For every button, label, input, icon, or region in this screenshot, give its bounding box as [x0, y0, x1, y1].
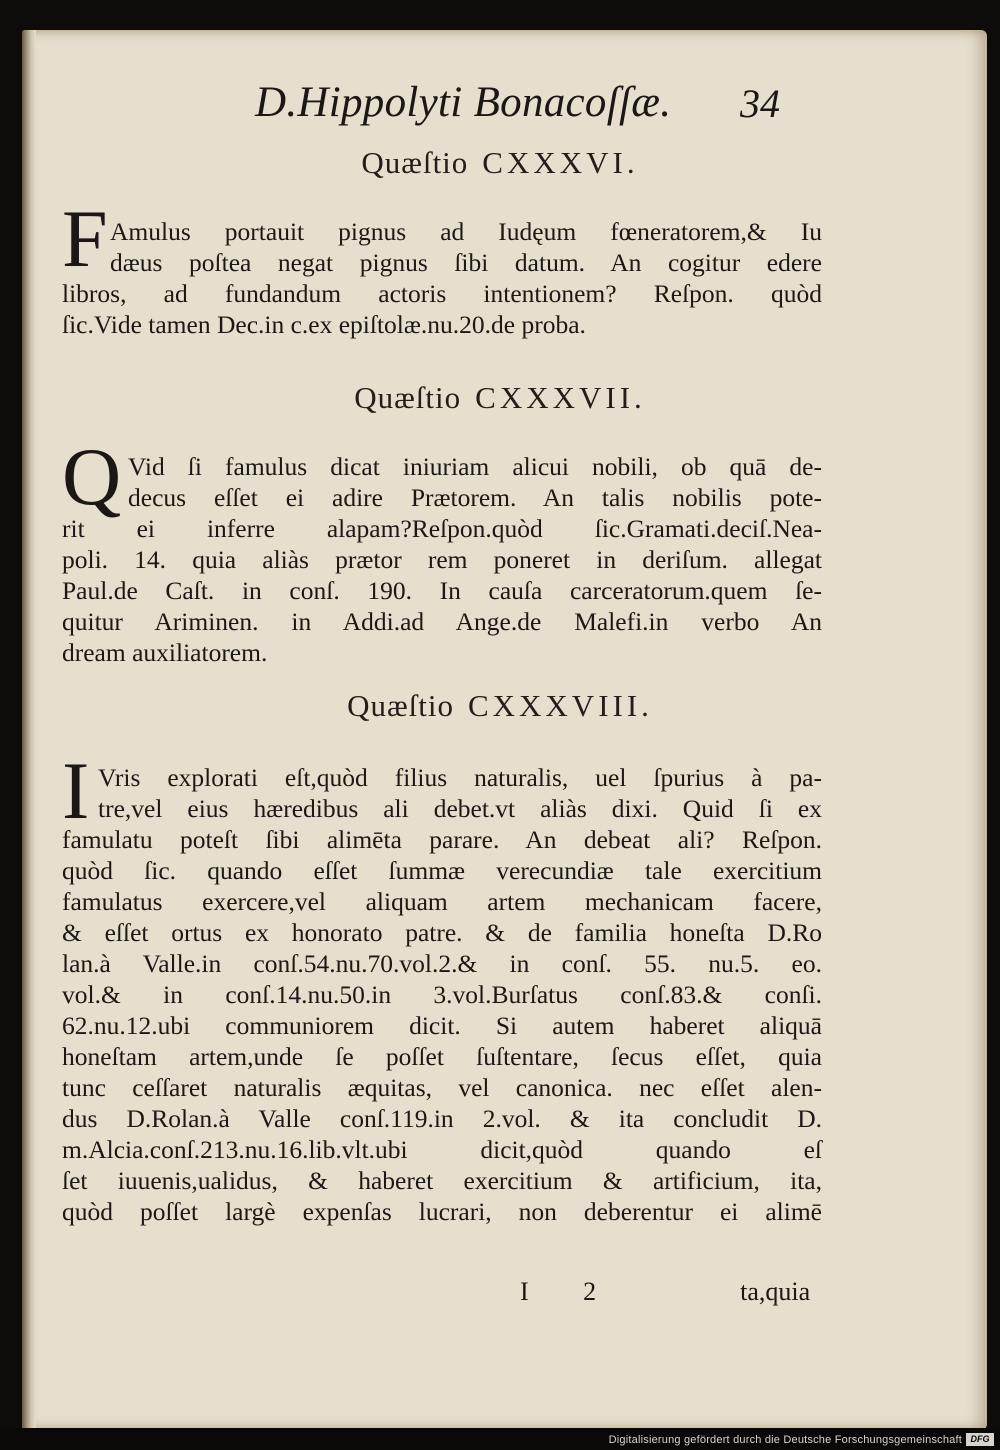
text-line: tunc ceſſaret naturalis æquitas, vel canonica. nec eſſet alen- [62, 1073, 822, 1102]
text-line: Vid ſi famulus dicat iniuriam alicui nobili, ob quā de- [128, 452, 822, 481]
catchline [520, 1277, 810, 1307]
text-line: ſet iuuenis,ualidus, & haberet exercitium & artificium, ita, [62, 1166, 822, 1195]
text-line: vol.& in conſ.14.nu.50.in 3.vol.Burſatus conſ.83.& conſi. [62, 980, 822, 1009]
text-line: 62.nu.12.ubi communiorem dicit. Si autem haberet aliquā [62, 1011, 822, 1040]
folio-number: 34 [740, 81, 780, 126]
text-line: famulatu poteſt ſibi alimēta parare. An debeat ali? Reſpon. [62, 825, 822, 854]
running-title: D.Hippolyti Bonacoſſæ. [255, 79, 672, 126]
text-line: dæus poſtea negat pignus ſibi datum. An cogitur edere [110, 248, 822, 277]
question-numeral: CXXXVI. [482, 145, 639, 180]
text-line: lan.à Valle.in conſ.54.nu.70.vol.2.& in conſ. 55. nu.5. eo. [62, 949, 822, 978]
text-line: Vris explorati eſt,quòd filius naturalis, uel ſpurius à pa- [98, 763, 822, 792]
text-line: libros, ad fundandum actoris intentionem? Reſpon. quòd [62, 279, 822, 308]
text-line: quòd poſſet largè expenſas lucrari, non deberentur ei alimē [62, 1197, 822, 1226]
page-header [255, 78, 815, 138]
question-137-heading [0, 380, 1000, 416]
text-line: dream auxiliatorem. [62, 638, 268, 667]
question-137-text [62, 451, 822, 668]
text-line: famulatus exercere,vel aliquam artem mechanicam facere, [62, 887, 822, 916]
dfg-logo-icon: DFG [966, 1433, 994, 1446]
text-line: decus eſſet ei adire Prætorem. An talis nobilis pote- [128, 483, 822, 512]
text-line: poli. 14. quia aliàs prætor rem poneret in deriſum. allegat [62, 545, 822, 574]
funding-credit: Digitalisierung gefördert durch die Deutsche Forschungsgemeinschaft [608, 1434, 962, 1446]
question-136-heading [0, 145, 1000, 181]
digitization-footer [0, 1428, 1000, 1450]
question-label: Quæſtio [347, 688, 454, 723]
text-line: ſic.Vide tamen Dec.in c.ex epiſtolæ.nu.20.de proba. [62, 310, 586, 339]
dropcap-i: I [62, 745, 90, 836]
question-label: Quæſtio [354, 380, 462, 415]
text-line: tre,vel eius hæredibus ali debet.vt aliàs dixi. Quid ſi ex [98, 794, 822, 823]
question-136-text [62, 216, 822, 340]
question-numeral: CXXXVIII. [467, 688, 653, 723]
text-line: quòd ſic. quando eſſet ſummæ verecundiæ tale exercitium [62, 856, 822, 885]
question-138-heading [0, 688, 1000, 724]
catchword: ta,quia [740, 1277, 811, 1306]
text-line: Paul.de Caſt. in conſ. 190. In cauſa carceratorum.quem ſe- [62, 576, 822, 605]
signature-mark: I 2 [520, 1277, 621, 1306]
text-line: & eſſet ortus ex honorato patre. & de familia honeſta D.Ro [62, 918, 822, 947]
text-line: quitur Ariminen. in Addi.ad Ange.de Malefi.in verbo An [62, 607, 822, 636]
text-line: rit ei inferre alapam?Reſpon.quòd ſic.Gramati.deciſ.Nea- [62, 514, 822, 543]
question-138-text [62, 762, 822, 1227]
dropcap-f: F [62, 193, 108, 284]
text-line: Amulus portauit pignus ad Iudęum fœneratorem,& Iu [110, 217, 822, 246]
dropcap-q: Q [62, 431, 122, 522]
page-gutter-edge [22, 30, 36, 1430]
text-line: dus D.Rolan.à Valle conſ.119.in 2.vol. & ita concludit D. [62, 1104, 822, 1133]
text-line: m.Alcia.conſ.213.nu.16.lib.vlt.ubi dicit,quòd quando eſ [62, 1135, 822, 1164]
question-label: Quæſtio [361, 145, 469, 180]
text-line: honeſtam artem,unde ſe poſſet ſuſtentare, ſecus eſſet, quia [62, 1042, 822, 1071]
question-numeral: CXXXVII. [475, 380, 646, 415]
